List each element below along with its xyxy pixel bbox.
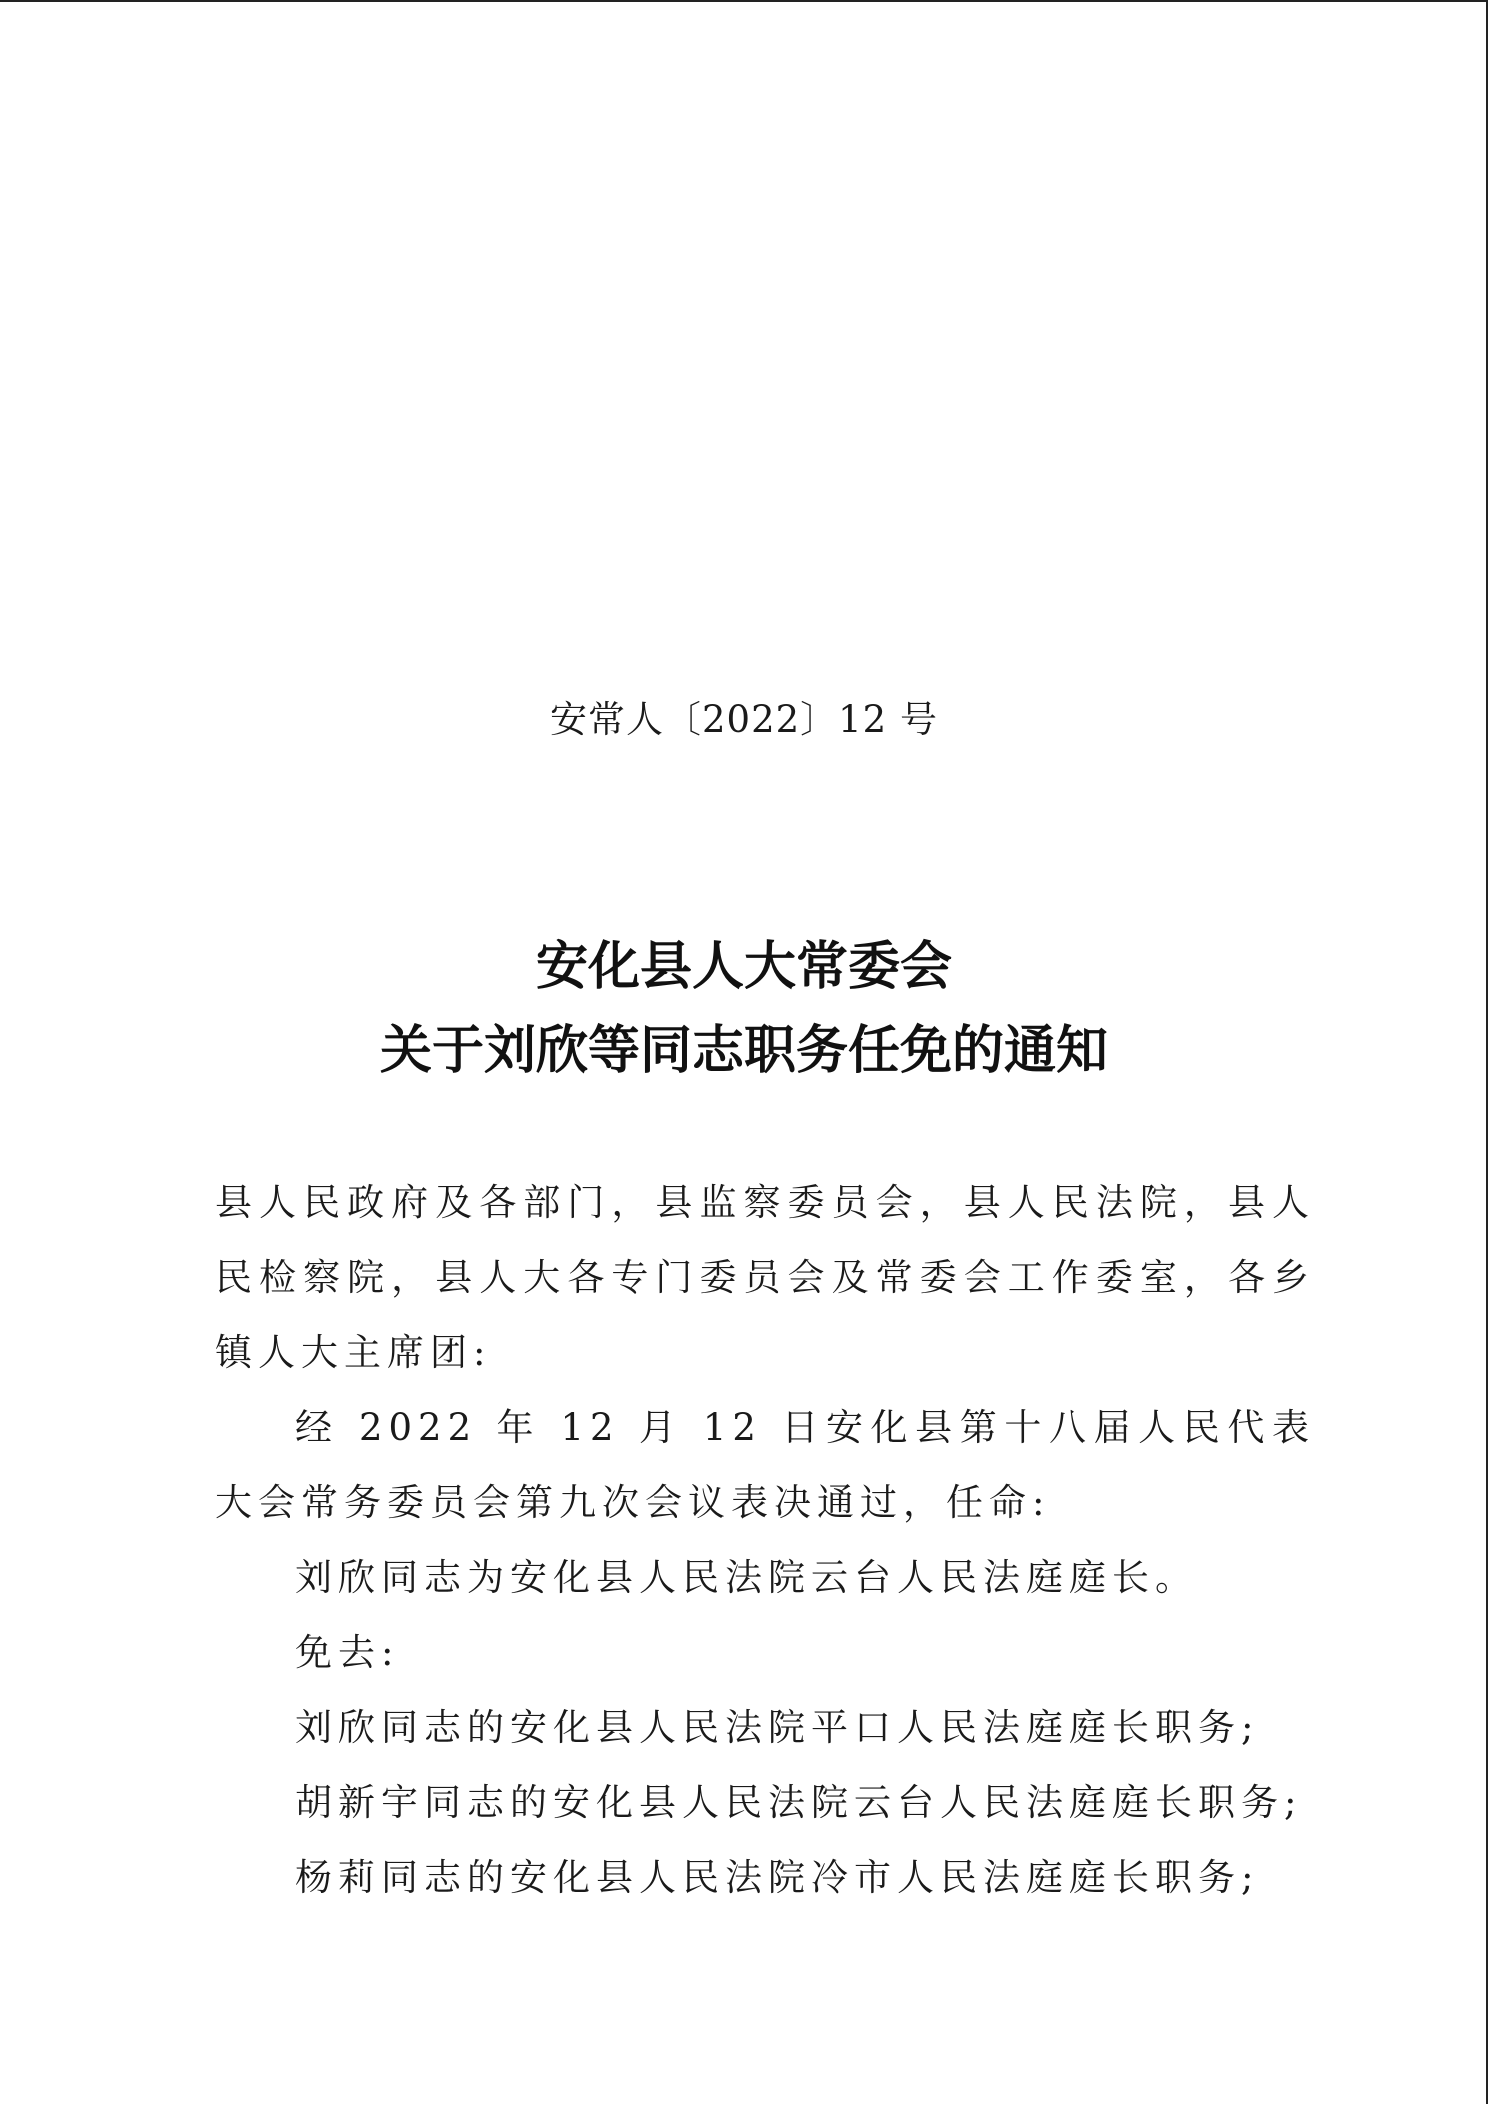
removal-item-3: 杨莉同志的安化县人民法院冷市人民法庭庭长职务; (295, 1856, 1260, 1899)
title-line-2: 关于刘欣等同志职务任免的通知 (379, 1020, 1108, 1081)
recipients-paragraph: 县人民政府及各部门，县监察委员会，县人民法院，县人民检察院，县人大各专门委员会及常委会工作委室，各乡镇人大主席团: (215, 1181, 1315, 1374)
page-border-top (0, 0, 1488, 2)
document-number: 安常人〔2022〕12 号 (549, 698, 938, 741)
document-title (0, 925, 1488, 1093)
document-body (215, 1165, 1315, 1915)
meeting-paragraph: 经 2022 年 12 月 12 日安化县第十八届人民代表大会常务委员会第九次会议表决通过，任命: (215, 1406, 1315, 1524)
appointment-paragraph: 刘欣同志为安化县人民法院云台人民法庭庭长。 (295, 1556, 1198, 1599)
removal-item-1: 刘欣同志的安化县人民法院平口人民法庭庭长职务; (295, 1706, 1260, 1749)
removal-heading: 免去: (295, 1631, 400, 1674)
removal-item-2: 胡新宇同志的安化县人民法院云台人民法庭庭长职务; (295, 1781, 1303, 1824)
title-line-1: 安化县人大常委会 (535, 936, 952, 997)
